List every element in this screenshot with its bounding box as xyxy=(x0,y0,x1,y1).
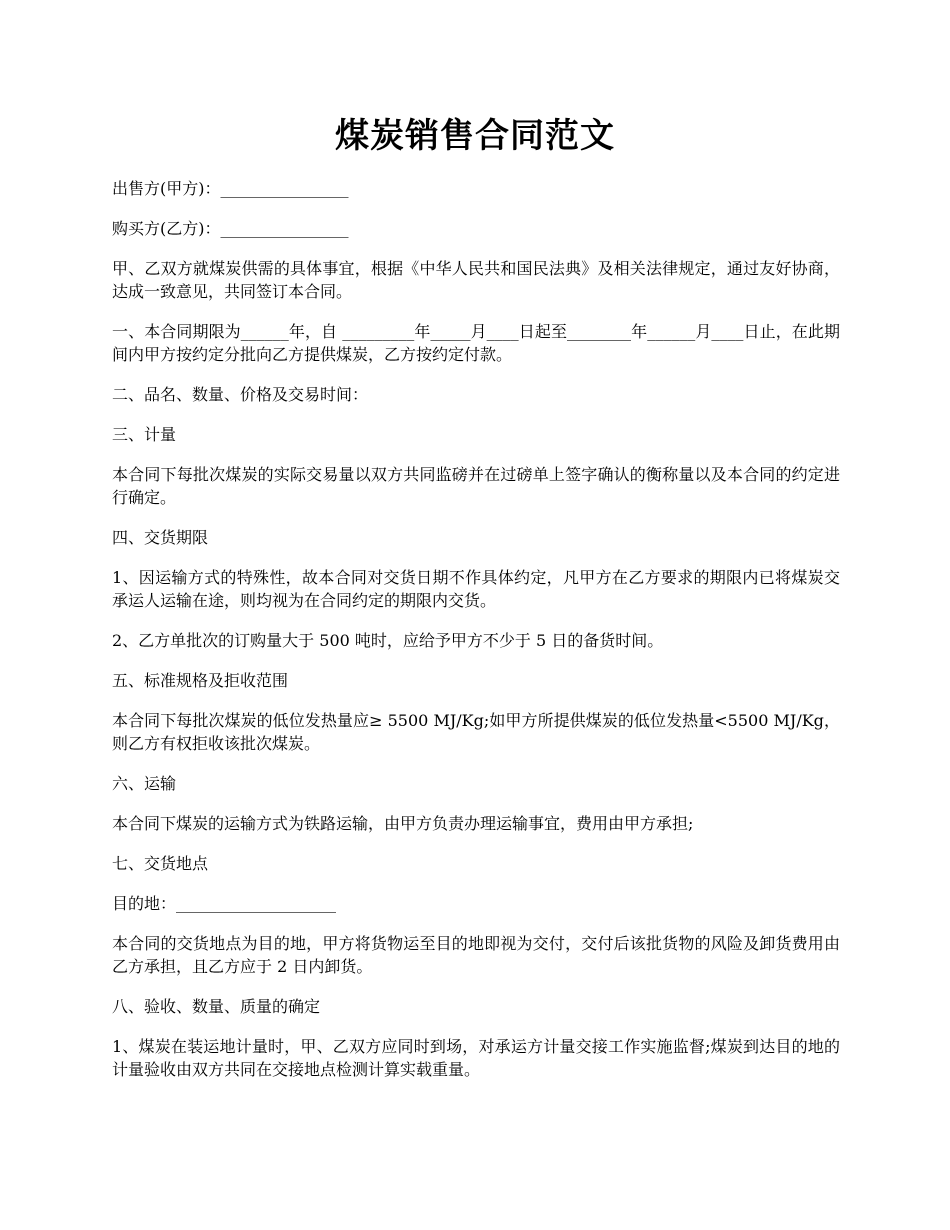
section-heading-transport: 六、运输 xyxy=(112,774,177,793)
acceptance-clause-1: 1、煤炭在装运地计量时，甲、乙双方应同时到场，对承运方计量交接工作实施监督;煤炭到达目的地的计量验收由双方共同在交接地点检测计算实载重量。 xyxy=(112,1037,840,1079)
delivery-period-clause-1: 1、因运输方式的特殊性，故本合同对交货日期不作具体约定，凡甲方在乙方要求的期限内已将煤炭交承运人运输在途，则均视为在合同约定的期限内交货。 xyxy=(112,568,840,610)
section-heading-delivery-location: 七、交货地点 xyxy=(112,854,209,873)
destination-line: 目的地：____________________ xyxy=(112,894,337,913)
section-heading-measurement: 三、计量 xyxy=(112,425,177,444)
measurement-paragraph: 本合同下每批次煤炭的实际交易量以双方共同监磅并在过磅单上签字确认的衡称量以及本合同的约定进行确定。 xyxy=(112,465,840,507)
delivery-location-paragraph: 本合同的交货地点为目的地，甲方将货物运至目的地即视为交付，交付后该批货物的风险及卸货费用由乙方承担，且乙方应于 2 日内卸货。 xyxy=(112,934,840,976)
document-title: 煤炭销售合同范文 xyxy=(335,116,615,156)
delivery-period-clause-2: 2、乙方单批次的订购量大于 500 吨时，应给予甲方不少于 5 日的备货时间。 xyxy=(112,631,664,650)
section-heading-product: 二、品名、数量、价格及交易时间： xyxy=(112,385,369,404)
preamble-paragraph: 甲、乙双方就煤炭供需的具体事宜，根据《中华人民共和国民法典》及相关法律规定，通过友好协商，达成一致意见，共同签订本合同。 xyxy=(112,259,840,301)
section-heading-standards: 五、标准规格及拒收范围 xyxy=(112,671,289,690)
contract-term-paragraph: 一、本合同期限为______年，自 _________年_____月____日起至________年______月____日止，在此期间内甲方按约定分批向乙方提供煤炭，乙方按约定付款。 xyxy=(112,322,840,364)
section-heading-acceptance: 八、验收、数量、质量的确定 xyxy=(112,997,321,1016)
standards-paragraph: 本合同下每批次煤炭的低位发热量应≥ 5500 MJ/Kg;如甲方所提供煤炭的低位发热量<5500 MJ/Kg，则乙方有权拒收该批次煤炭。 xyxy=(112,711,840,753)
document-body xyxy=(112,177,840,1098)
seller-party-line: 出售方(甲方)：________________ xyxy=(112,179,349,198)
section-heading-delivery-period: 四、交货期限 xyxy=(112,528,209,547)
buyer-party-line: 购买方(乙方)：________________ xyxy=(112,219,349,238)
transport-paragraph: 本合同下煤炭的运输方式为铁路运输，由甲方负责办理运输事宜，费用由甲方承担; xyxy=(112,814,694,833)
